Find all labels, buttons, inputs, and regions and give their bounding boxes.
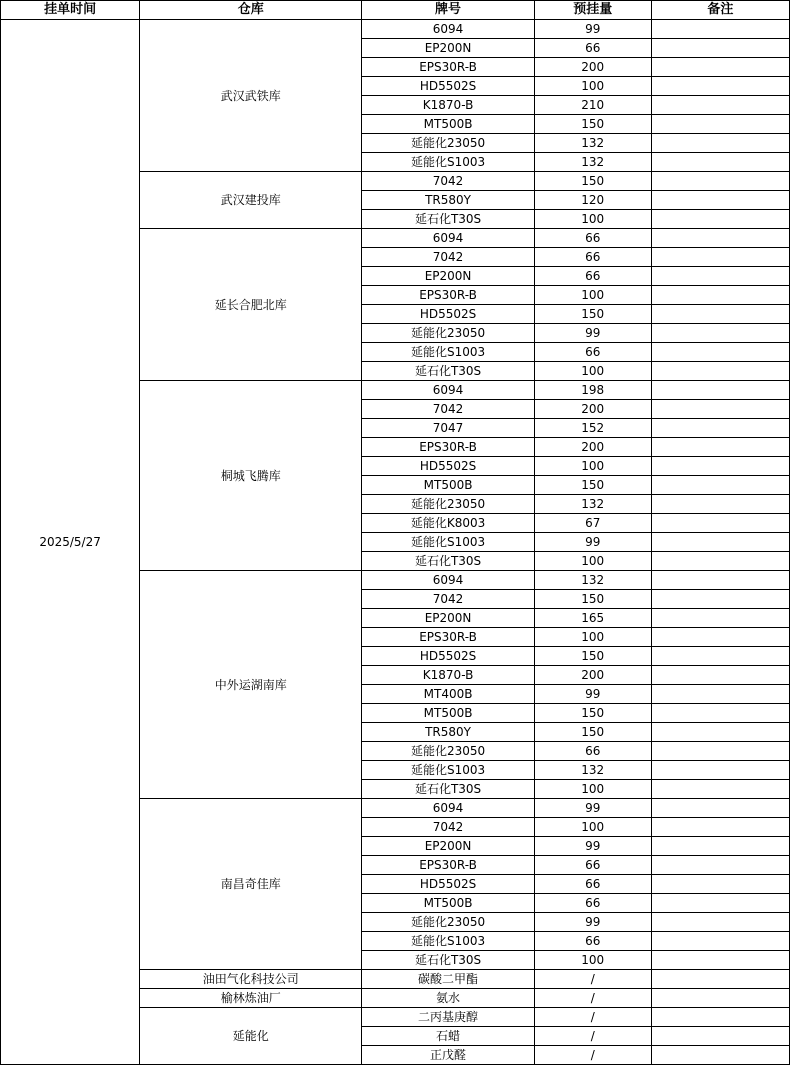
quantity-cell: 66: [534, 932, 651, 951]
note-cell: [651, 153, 789, 172]
quantity-cell: 150: [534, 476, 651, 495]
quantity-cell: 99: [534, 837, 651, 856]
quantity-cell: 150: [534, 305, 651, 324]
quantity-cell: 100: [534, 818, 651, 837]
grade-cell: MT500B: [362, 894, 534, 913]
note-cell: [651, 39, 789, 58]
quantity-cell: 200: [534, 400, 651, 419]
quantity-cell: 200: [534, 666, 651, 685]
note-cell: [651, 324, 789, 343]
grade-cell: 6094: [362, 20, 534, 39]
note-cell: [651, 248, 789, 267]
quantity-cell: 150: [534, 172, 651, 191]
grade-cell: 6094: [362, 799, 534, 818]
note-cell: [651, 305, 789, 324]
note-cell: [651, 58, 789, 77]
quantity-cell: 120: [534, 191, 651, 210]
quantity-cell: 132: [534, 495, 651, 514]
note-cell: [651, 913, 789, 932]
quantity-cell: 99: [534, 20, 651, 39]
note-cell: [651, 1046, 789, 1065]
note-cell: [651, 552, 789, 571]
note-cell: [651, 666, 789, 685]
note-cell: [651, 590, 789, 609]
warehouse-cell: 中外运湖南库: [140, 571, 362, 799]
grade-cell: EPS30R-B: [362, 628, 534, 647]
grade-cell: 延能化S1003: [362, 343, 534, 362]
grade-cell: 延能化23050: [362, 495, 534, 514]
quantity-cell: 100: [534, 457, 651, 476]
note-cell: [651, 818, 789, 837]
note-cell: [651, 96, 789, 115]
note-cell: [651, 1027, 789, 1046]
note-cell: [651, 799, 789, 818]
grade-cell: EP200N: [362, 609, 534, 628]
grade-cell: HD5502S: [362, 875, 534, 894]
warehouse-cell: 桐城飞腾库: [140, 381, 362, 571]
quantity-cell: /: [534, 970, 651, 989]
quantity-cell: 100: [534, 951, 651, 970]
table-row: [1, 20, 790, 39]
quantity-cell: 100: [534, 552, 651, 571]
quantity-cell: 67: [534, 514, 651, 533]
note-cell: [651, 723, 789, 742]
quantity-cell: 99: [534, 533, 651, 552]
quantity-cell: 100: [534, 286, 651, 305]
quantity-cell: 150: [534, 723, 651, 742]
note-cell: [651, 210, 789, 229]
header-grade: 牌号: [362, 1, 534, 20]
note-cell: [651, 989, 789, 1008]
note-cell: [651, 780, 789, 799]
note-cell: [651, 894, 789, 913]
note-cell: [651, 951, 789, 970]
quantity-cell: 66: [534, 267, 651, 286]
warehouse-cell: 武汉武铁库: [140, 20, 362, 172]
grade-cell: 延能化S1003: [362, 533, 534, 552]
note-cell: [651, 1008, 789, 1027]
note-cell: [651, 362, 789, 381]
note-cell: [651, 343, 789, 362]
grade-cell: 6094: [362, 229, 534, 248]
grade-cell: TR580Y: [362, 723, 534, 742]
grade-cell: 延能化S1003: [362, 932, 534, 951]
grade-cell: HD5502S: [362, 457, 534, 476]
note-cell: [651, 742, 789, 761]
grade-cell: 延能化S1003: [362, 761, 534, 780]
note-cell: [651, 495, 789, 514]
note-cell: [651, 704, 789, 723]
note-cell: [651, 970, 789, 989]
grade-cell: MT500B: [362, 115, 534, 134]
grade-cell: HD5502S: [362, 647, 534, 666]
quantity-cell: /: [534, 1027, 651, 1046]
quantity-cell: 66: [534, 343, 651, 362]
note-cell: [651, 685, 789, 704]
grade-cell: HD5502S: [362, 77, 534, 96]
warehouse-cell: 油田气化科技公司: [140, 970, 362, 989]
quantity-cell: 99: [534, 324, 651, 343]
grade-cell: EP200N: [362, 837, 534, 856]
quantity-cell: 66: [534, 894, 651, 913]
warehouse-cell: 南昌奇佳库: [140, 799, 362, 970]
warehouse-cell: 延长合肥北库: [140, 229, 362, 381]
grade-cell: 延能化S1003: [362, 153, 534, 172]
quantity-cell: 99: [534, 913, 651, 932]
quantity-cell: 132: [534, 153, 651, 172]
quantity-cell: 132: [534, 571, 651, 590]
table-body: [1, 20, 790, 1065]
grade-cell: MT400B: [362, 685, 534, 704]
grade-cell: 延石化T30S: [362, 951, 534, 970]
quantity-cell: 132: [534, 134, 651, 153]
grade-cell: K1870-B: [362, 96, 534, 115]
grade-cell: MT500B: [362, 704, 534, 723]
quantity-cell: 200: [534, 58, 651, 77]
quantity-cell: 200: [534, 438, 651, 457]
note-cell: [651, 761, 789, 780]
quantity-cell: 99: [534, 685, 651, 704]
grade-cell: 氨水: [362, 989, 534, 1008]
quantity-cell: 100: [534, 628, 651, 647]
note-cell: [651, 286, 789, 305]
grade-cell: HD5502S: [362, 305, 534, 324]
quantity-cell: 152: [534, 419, 651, 438]
quantity-cell: 132: [534, 761, 651, 780]
quantity-cell: 100: [534, 780, 651, 799]
note-cell: [651, 438, 789, 457]
note-cell: [651, 267, 789, 286]
note-cell: [651, 875, 789, 894]
note-cell: [651, 400, 789, 419]
grade-cell: 延能化23050: [362, 913, 534, 932]
note-cell: [651, 172, 789, 191]
grade-cell: 6094: [362, 571, 534, 590]
grade-cell: 7042: [362, 818, 534, 837]
quantity-cell: 100: [534, 210, 651, 229]
header-note: 备注: [651, 1, 789, 20]
note-cell: [651, 856, 789, 875]
note-cell: [651, 647, 789, 666]
quantity-cell: 100: [534, 77, 651, 96]
grade-cell: 延能化23050: [362, 134, 534, 153]
grade-cell: TR580Y: [362, 191, 534, 210]
grade-cell: 7042: [362, 400, 534, 419]
grade-cell: 延石化T30S: [362, 780, 534, 799]
note-cell: [651, 476, 789, 495]
note-cell: [651, 628, 789, 647]
note-cell: [651, 191, 789, 210]
quantity-cell: /: [534, 1008, 651, 1027]
note-cell: [651, 77, 789, 96]
note-cell: [651, 381, 789, 400]
grade-cell: EPS30R-B: [362, 286, 534, 305]
header-date: 挂单时间: [1, 1, 140, 20]
grade-cell: 7042: [362, 248, 534, 267]
quantity-cell: 150: [534, 704, 651, 723]
quantity-cell: /: [534, 1046, 651, 1065]
grade-cell: K1870-B: [362, 666, 534, 685]
quantity-cell: 210: [534, 96, 651, 115]
warehouse-cell: 延能化: [140, 1008, 362, 1065]
grade-cell: 延能化23050: [362, 742, 534, 761]
note-cell: [651, 514, 789, 533]
grade-cell: 延能化23050: [362, 324, 534, 343]
grade-cell: 正戊醛: [362, 1046, 534, 1065]
grade-cell: EPS30R-B: [362, 856, 534, 875]
quantity-cell: 66: [534, 229, 651, 248]
note-cell: [651, 571, 789, 590]
grade-cell: 延石化T30S: [362, 552, 534, 571]
warehouse-cell: 武汉建投库: [140, 172, 362, 229]
grade-cell: EP200N: [362, 39, 534, 58]
quantity-cell: 66: [534, 248, 651, 267]
grade-cell: 石蜡: [362, 1027, 534, 1046]
quantity-cell: 66: [534, 39, 651, 58]
grade-cell: 延石化T30S: [362, 362, 534, 381]
header-row: [1, 1, 790, 20]
note-cell: [651, 837, 789, 856]
note-cell: [651, 533, 789, 552]
quantity-cell: 100: [534, 362, 651, 381]
note-cell: [651, 20, 789, 39]
note-cell: [651, 134, 789, 153]
note-cell: [651, 229, 789, 248]
note-cell: [651, 457, 789, 476]
listing-date-cell: 2025/5/27: [1, 20, 140, 1065]
quantity-cell: 66: [534, 856, 651, 875]
note-cell: [651, 419, 789, 438]
quantity-cell: 150: [534, 590, 651, 609]
header-quantity: 预挂量: [534, 1, 651, 20]
quantity-cell: 150: [534, 647, 651, 666]
note-cell: [651, 932, 789, 951]
header-warehouse: 仓库: [140, 1, 362, 20]
grade-cell: 6094: [362, 381, 534, 400]
quantity-cell: 198: [534, 381, 651, 400]
note-cell: [651, 115, 789, 134]
grade-cell: MT500B: [362, 476, 534, 495]
quantity-cell: 165: [534, 609, 651, 628]
grade-cell: 7047: [362, 419, 534, 438]
quantity-cell: /: [534, 989, 651, 1008]
grade-cell: EP200N: [362, 267, 534, 286]
quantity-cell: 66: [534, 875, 651, 894]
grade-cell: EPS30R-B: [362, 58, 534, 77]
quantity-cell: 99: [534, 799, 651, 818]
grade-cell: 碳酸二甲酯: [362, 970, 534, 989]
warehouse-cell: 榆林炼油厂: [140, 989, 362, 1008]
grade-cell: 延石化T30S: [362, 210, 534, 229]
quantity-cell: 66: [534, 742, 651, 761]
grade-cell: 7042: [362, 590, 534, 609]
grade-cell: 7042: [362, 172, 534, 191]
grade-cell: 延能化K8003: [362, 514, 534, 533]
grade-cell: EPS30R-B: [362, 438, 534, 457]
grade-cell: 二丙基庚醇: [362, 1008, 534, 1027]
quantity-cell: 150: [534, 115, 651, 134]
note-cell: [651, 609, 789, 628]
